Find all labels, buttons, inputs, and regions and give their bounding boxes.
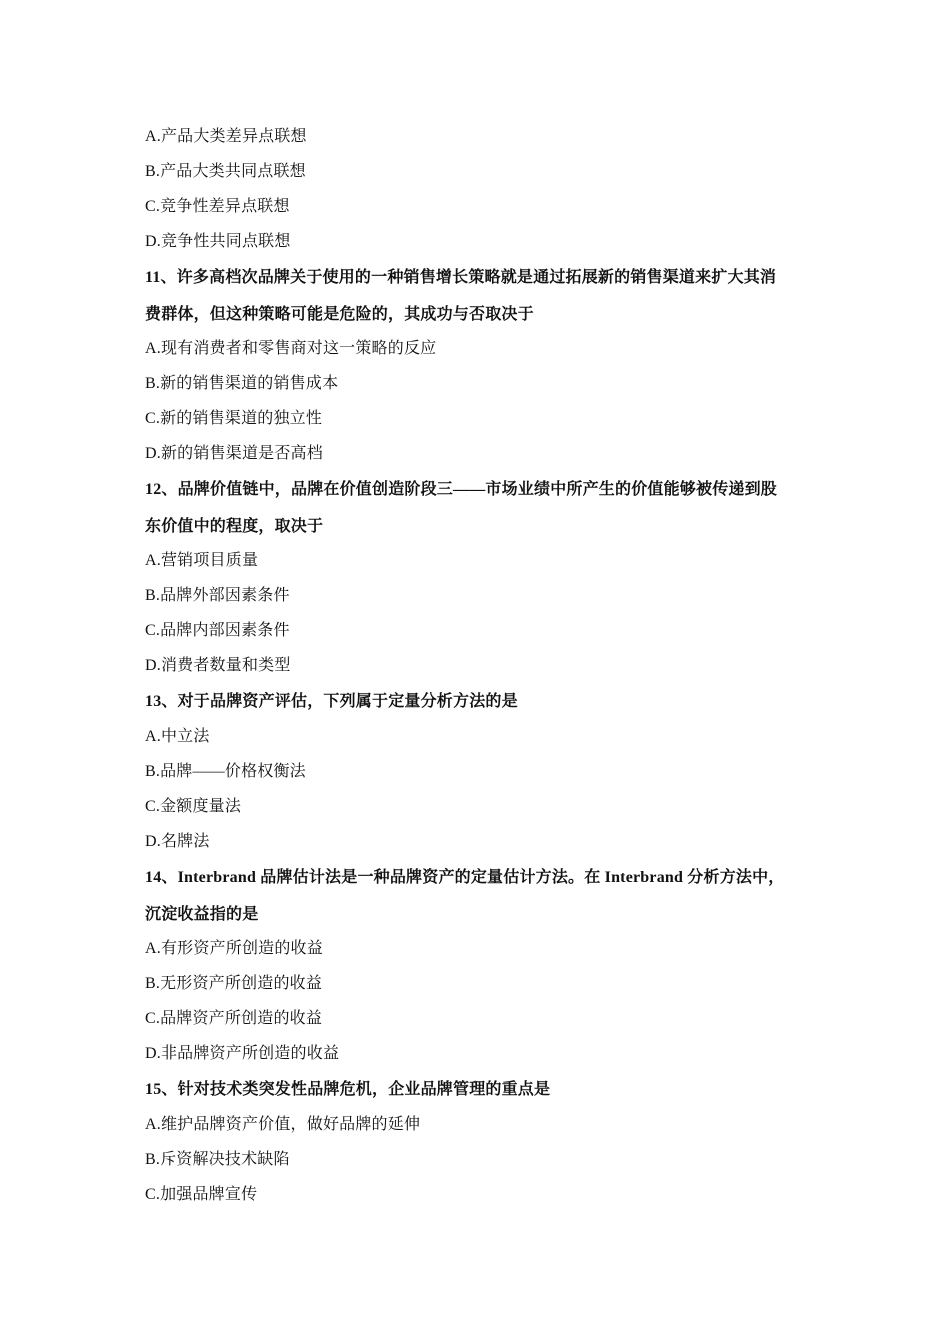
question-11-line-1: 11、许多高档次品牌关于使用的一种销售增长策略就是通过拓展新的销售渠道来扩大其消 [145,269,777,286]
option-line: A.现有消费者和零售商对这一策略的反应 [145,340,437,357]
option-line: D.名牌法 [145,833,210,850]
option-line: D.消费者数量和类型 [145,657,291,674]
option-line: D.竞争性共同点联想 [145,233,291,250]
option-line: B.品牌——价格权衡法 [145,763,306,780]
option-line: D.新的销售渠道是否高档 [145,445,323,462]
option-line: A.营销项目质量 [145,552,259,569]
option-line: C.品牌资产所创造的收益 [145,1010,323,1027]
option-line: C.新的销售渠道的独立性 [145,410,323,427]
option-line: D.非品牌资产所创造的收益 [145,1045,340,1062]
option-line: B.品牌外部因素条件 [145,587,290,604]
question-15-line: 15、针对技术类突发性品牌危机，企业品牌管理的重点是 [145,1081,551,1098]
option-line: B.产品大类共同点联想 [145,163,306,180]
option-line: B.新的销售渠道的销售成本 [145,375,339,392]
option-line: A.维护品牌资产价值，做好品牌的延伸 [145,1116,421,1133]
option-line: C.加强品牌宣传 [145,1186,258,1203]
option-line: A.有形资产所创造的收益 [145,940,323,957]
question-12-line-2: 东价值中的程度，取决于 [145,518,324,535]
option-line: C.竞争性差异点联想 [145,198,290,215]
option-line: C.金额度量法 [145,798,242,815]
option-line: B.无形资产所创造的收益 [145,975,323,992]
option-line: A.产品大类差异点联想 [145,128,307,145]
option-line: B.斥资解决技术缺陷 [145,1151,290,1168]
option-line: A.中立法 [145,728,210,745]
question-14-line-2: 沉淀收益指的是 [145,906,259,923]
question-13-line: 13、对于品牌资产评估，下列属于定量分析方法的是 [145,693,518,710]
option-line: C.品牌内部因素条件 [145,622,290,639]
question-12-line-1: 12、品牌价值链中，品牌在价值创造阶段三——市场业绩中所产生的价值能够被传递到股 [145,481,778,498]
question-14-line-1: 14、Interbrand 品牌估计法是一种品牌资产的定量估计方法。在 Interbrand 分析方法中， [145,869,785,886]
question-11-line-2: 费群体，但这种策略可能是危险的，其成功与否取决于 [145,306,534,323]
